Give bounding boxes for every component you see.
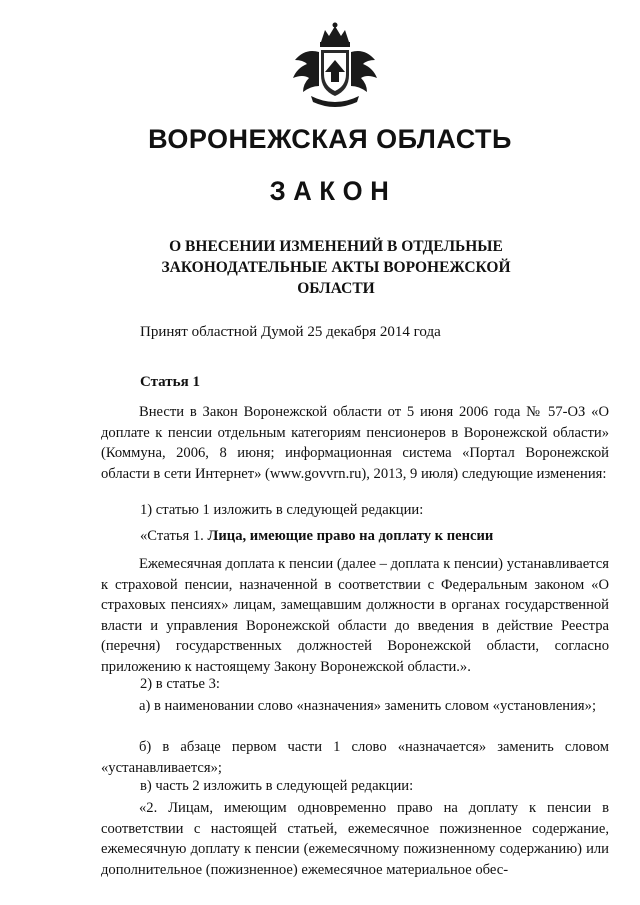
- region-name: ВОРОНЕЖСКАЯ ОБЛАСТЬ: [148, 124, 512, 154]
- law-title-line: ЗАКОНОДАТЕЛЬНЫЕ АКТЫ ВОРОНЕЖСКОЙ: [161, 259, 511, 276]
- quoted-article-title: Лица, имеющие право на доплату к пенсии: [207, 528, 494, 544]
- document-type: ЗАКОН: [269, 176, 397, 206]
- item-2c-quote: «2. Лицам, имеющим одновременно право на доплату к пенсии в соответствии с настоящей статьей, ежемесячное пожизненное содержание, ежемесячную доплату к пенсии (ежемесячному пожизненному содержанию) или дополнительное (пожизненное) ежемесячное материальное обес-: [101, 800, 609, 878]
- coat-of-arms-icon: [291, 20, 379, 108]
- article-intro: Внести в Закон Воронежской области от 5 июня 2006 года № 57-ОЗ «О доплате к пенсии отдельным категориям пенсионеров в Воронежской области» (Коммуна, 2006, 8 июня; информационная система «Портал Воронежской области в сети Интернет» (www.govvrn.ru), 2013, 9 июля) следующие изменения:: [101, 404, 609, 482]
- quoted-article-body: Ежемесячная доплата к пенсии (далее – доплата к пенсии) устанавливается к страховой пенсии, назначенной в соответствии с Федеральным законом «О страховых пенсиях» лицам, замещавшим должности в органах государственной власти и управления Воронежской области до введения в действие Реестра (перечня) государственных должностей Воронежской области, согласно приложению к настоящему Закону Воронежской области.».: [101, 556, 609, 675]
- item-1: 1) статью 1 изложить в следующей редакции:: [140, 502, 424, 518]
- item-2: 2) в статье 3:: [140, 676, 220, 692]
- item-2a: а) в наименовании слово «назначения» заменить словом «установления»;: [139, 698, 596, 714]
- law-title-line: ОБЛАСТИ: [297, 280, 375, 297]
- law-title: [150, 236, 522, 299]
- adoption-date: Принят областной Думой 25 декабря 2014 года: [140, 324, 441, 340]
- law-title-line: О ВНЕСЕНИИ ИЗМЕНЕНИЙ В ОТДЕЛЬНЫЕ: [169, 238, 503, 255]
- quoted-article-heading: [140, 528, 493, 545]
- item-2b: б) в абзаце первом части 1 слово «назначается» заменить словом «устанавливается»;: [101, 739, 609, 776]
- article-heading: Статья 1: [140, 374, 200, 390]
- item-2c: в) часть 2 изложить в следующей редакции:: [140, 778, 414, 794]
- quoted-article-prefix: «Статья 1.: [140, 528, 204, 544]
